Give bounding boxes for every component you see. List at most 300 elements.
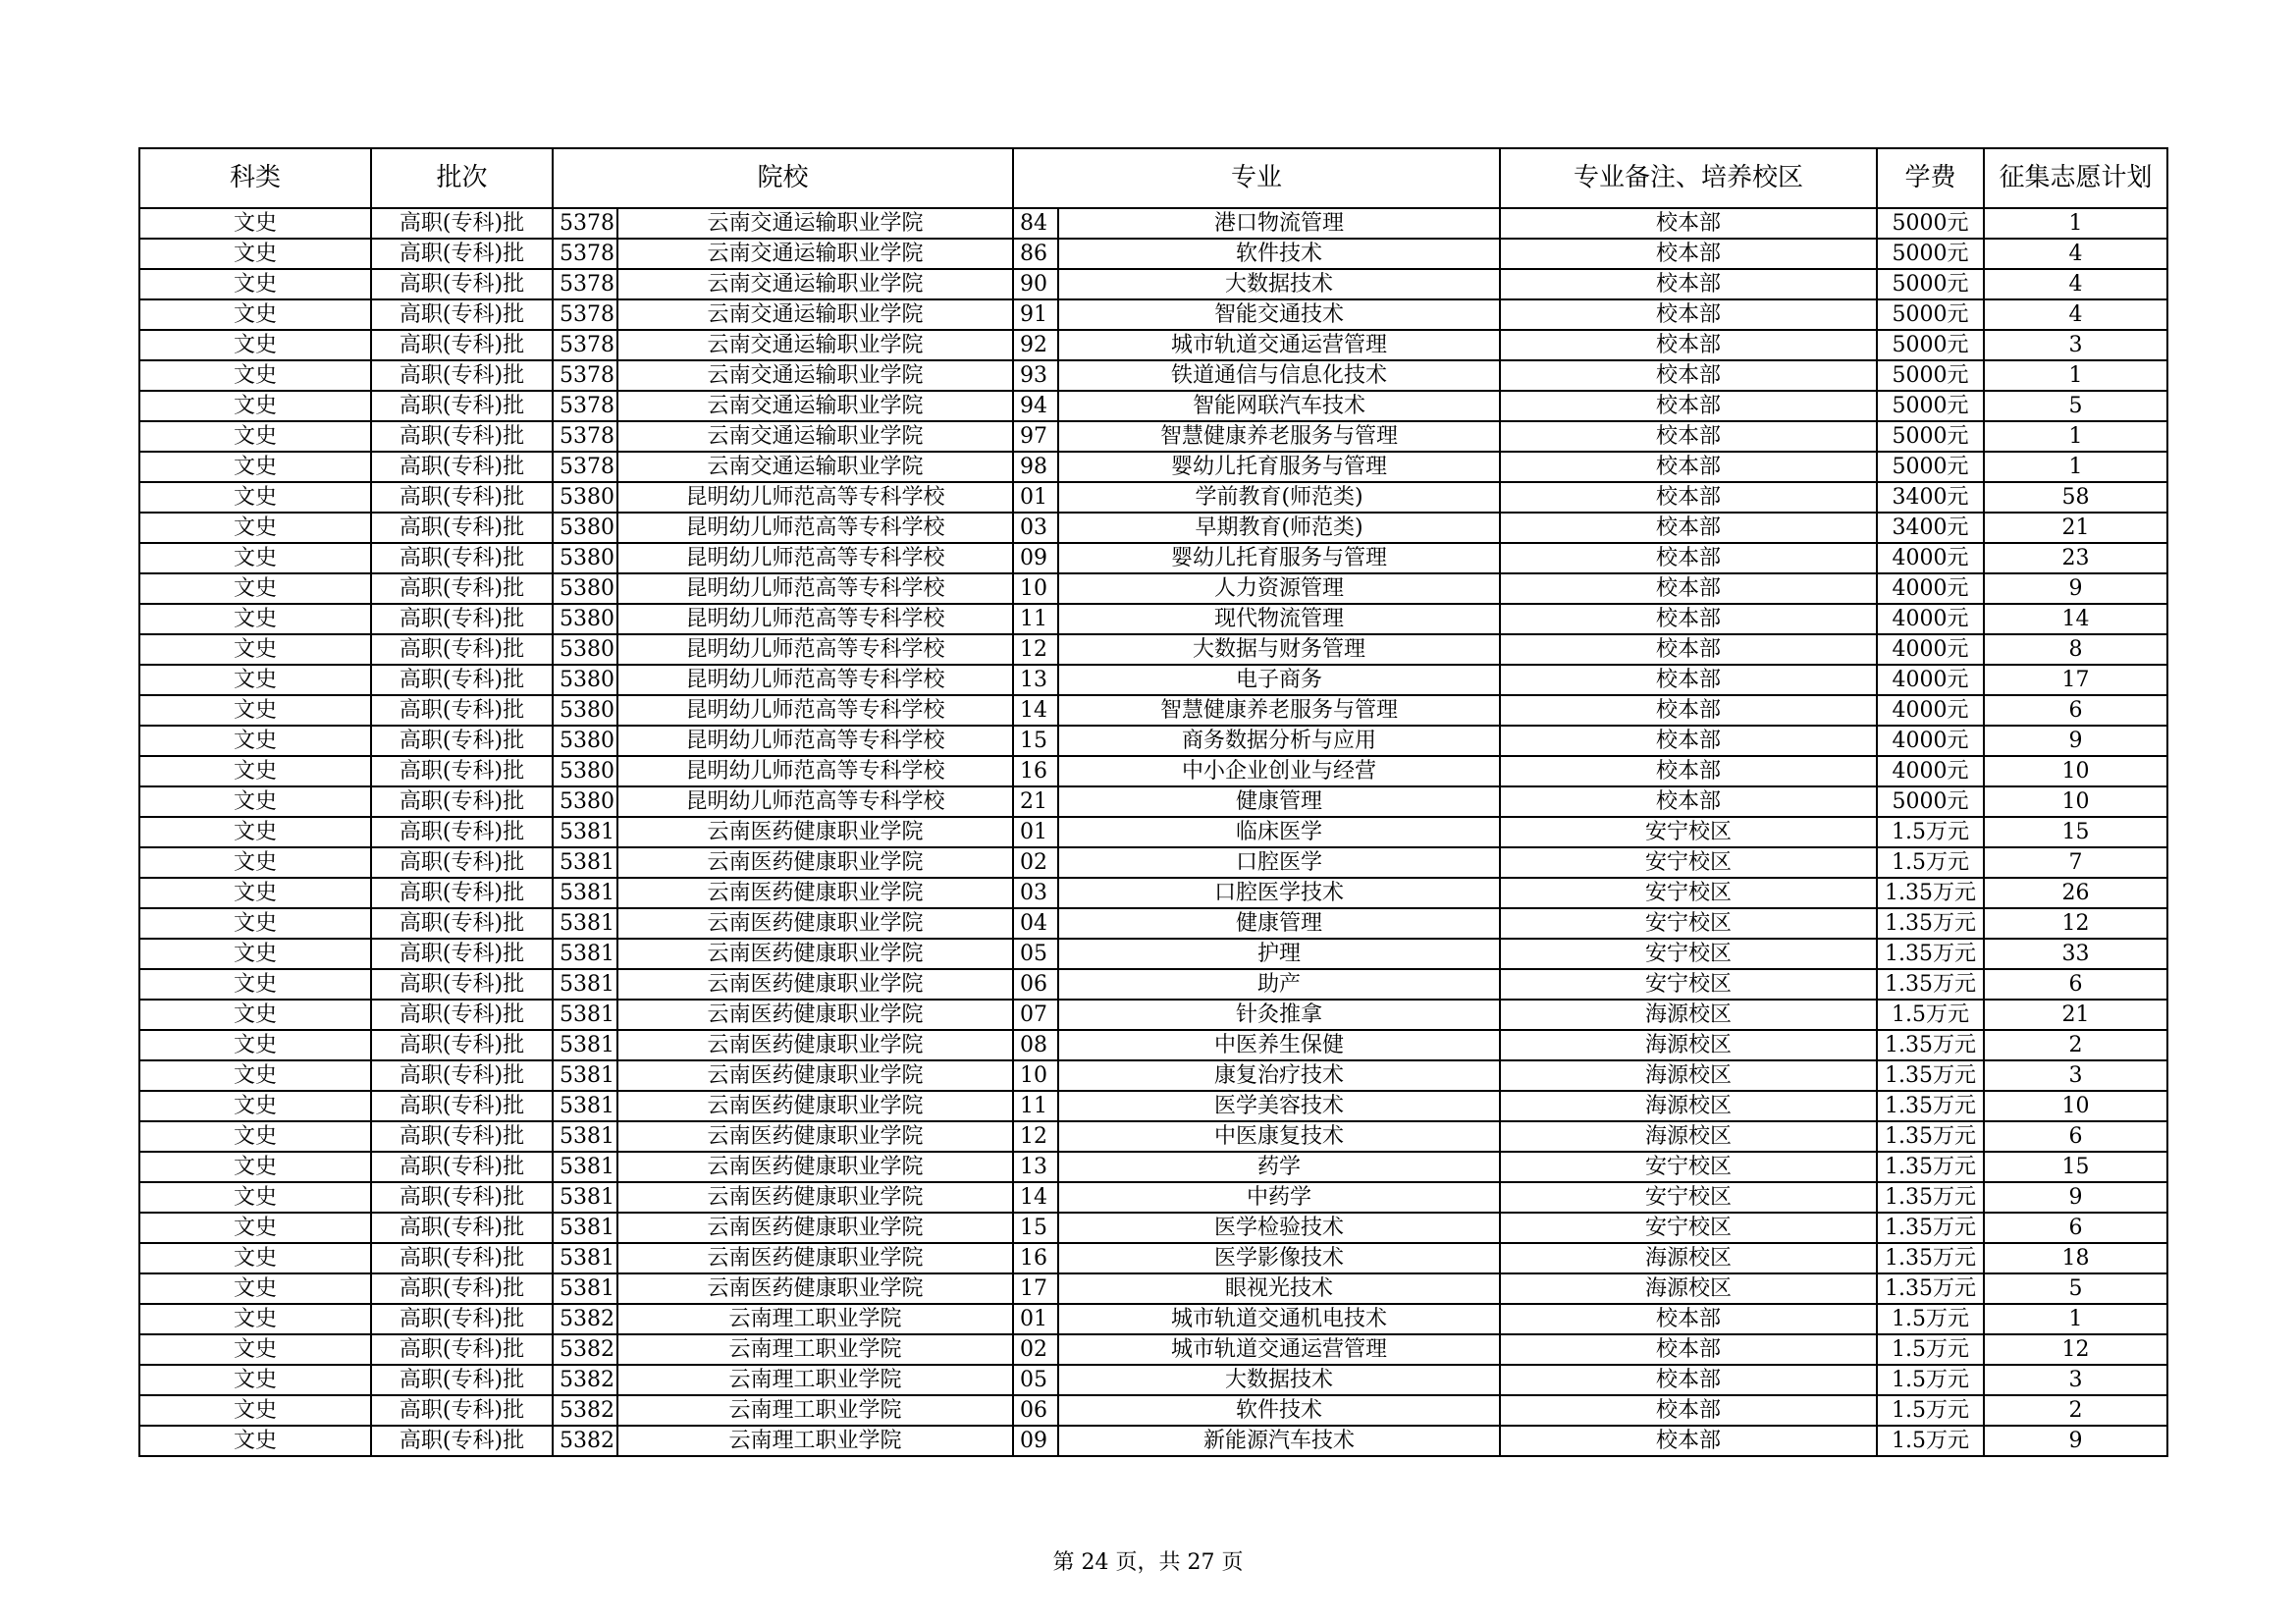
school-code-cell: 5381 [553,878,617,908]
school-code-cell: 5378 [553,299,617,330]
major-code-cell: 10 [1013,573,1058,604]
school-code-cell: 5378 [553,452,617,482]
table-row [139,1395,2167,1426]
school-name-cell: 云南交通运输职业学院 [617,421,1013,452]
major-code-cell: 92 [1013,330,1058,360]
fee-cell: 1.5万元 [1877,817,1984,847]
school-code-cell: 5381 [553,969,617,1000]
category-cell: 文史 [139,1182,371,1213]
school-name-cell: 昆明幼儿师范高等专科学校 [617,604,1013,634]
batch-cell: 高职(专科)批 [371,269,553,299]
school-code-cell: 5378 [553,421,617,452]
batch-cell: 高职(专科)批 [371,1426,553,1456]
table-row [139,269,2167,299]
fee-cell: 1.5万元 [1877,1334,1984,1365]
fee-cell: 4000元 [1877,756,1984,786]
plan-cell: 3 [1984,1365,2167,1395]
plan-cell: 18 [1984,1243,2167,1273]
notes-cell: 校本部 [1500,421,1877,452]
batch-cell: 高职(专科)批 [371,239,553,269]
category-cell: 文史 [139,1395,371,1426]
category-cell: 文史 [139,1213,371,1243]
table-row [139,1152,2167,1182]
category-cell: 文史 [139,208,371,239]
header-plan: 征集志愿计划 [1984,148,2167,208]
table-row [139,969,2167,1000]
school-code-cell: 5381 [553,1182,617,1213]
plan-cell: 9 [1984,573,2167,604]
major-name-cell: 健康管理 [1058,908,1500,939]
table-row [139,1304,2167,1334]
batch-cell: 高职(专科)批 [371,847,553,878]
batch-cell: 高职(专科)批 [371,452,553,482]
notes-cell: 安宁校区 [1500,1182,1877,1213]
notes-cell: 校本部 [1500,726,1877,756]
notes-cell: 校本部 [1500,330,1877,360]
school-code-cell: 5380 [553,786,617,817]
school-name-cell: 云南医药健康职业学院 [617,908,1013,939]
major-name-cell: 学前教育(师范类) [1058,482,1500,513]
fee-cell: 5000元 [1877,391,1984,421]
school-name-cell: 昆明幼儿师范高等专科学校 [617,665,1013,695]
category-cell: 文史 [139,391,371,421]
category-cell: 文史 [139,969,371,1000]
school-code-cell: 5381 [553,1060,617,1091]
school-name-cell: 云南医药健康职业学院 [617,817,1013,847]
category-cell: 文史 [139,847,371,878]
table-row [139,634,2167,665]
batch-cell: 高职(专科)批 [371,208,553,239]
school-code-cell: 5382 [553,1426,617,1456]
plan-cell: 21 [1984,513,2167,543]
major-code-cell: 02 [1013,1334,1058,1365]
major-code-cell: 86 [1013,239,1058,269]
school-name-cell: 昆明幼儿师范高等专科学校 [617,634,1013,665]
major-name-cell: 电子商务 [1058,665,1500,695]
school-code-cell: 5380 [553,756,617,786]
major-code-cell: 03 [1013,513,1058,543]
school-name-cell: 云南医药健康职业学院 [617,1060,1013,1091]
category-cell: 文史 [139,1334,371,1365]
school-name-cell: 云南医药健康职业学院 [617,1243,1013,1273]
major-code-cell: 04 [1013,908,1058,939]
category-cell: 文史 [139,269,371,299]
major-code-cell: 14 [1013,695,1058,726]
category-cell: 文史 [139,1243,371,1273]
major-name-cell: 医学影像技术 [1058,1243,1500,1273]
table-row [139,360,2167,391]
category-cell: 文史 [139,1091,371,1121]
plan-cell: 15 [1984,817,2167,847]
table-row [139,421,2167,452]
school-name-cell: 云南医药健康职业学院 [617,878,1013,908]
school-name-cell: 云南交通运输职业学院 [617,452,1013,482]
major-code-cell: 90 [1013,269,1058,299]
school-code-cell: 5382 [553,1334,617,1365]
notes-cell: 校本部 [1500,513,1877,543]
plan-cell: 10 [1984,1091,2167,1121]
school-name-cell: 云南交通运输职业学院 [617,299,1013,330]
table-row [139,1060,2167,1091]
school-code-cell: 5381 [553,1213,617,1243]
fee-cell: 4000元 [1877,665,1984,695]
batch-cell: 高职(专科)批 [371,1000,553,1030]
batch-cell: 高职(专科)批 [371,391,553,421]
school-name-cell: 云南医药健康职业学院 [617,1152,1013,1182]
category-cell: 文史 [139,482,371,513]
major-name-cell: 口腔医学 [1058,847,1500,878]
school-name-cell: 云南医药健康职业学院 [617,1030,1013,1060]
plan-cell: 7 [1984,847,2167,878]
notes-cell: 海源校区 [1500,1091,1877,1121]
table-row [139,1000,2167,1030]
notes-cell: 海源校区 [1500,1060,1877,1091]
major-code-cell: 12 [1013,634,1058,665]
school-name-cell: 昆明幼儿师范高等专科学校 [617,543,1013,573]
major-code-cell: 01 [1013,1304,1058,1334]
fee-cell: 1.35万元 [1877,908,1984,939]
fee-cell: 1.35万元 [1877,1243,1984,1273]
school-name-cell: 昆明幼儿师范高等专科学校 [617,573,1013,604]
school-code-cell: 5381 [553,1091,617,1121]
batch-cell: 高职(专科)批 [371,513,553,543]
plan-cell: 1 [1984,421,2167,452]
major-code-cell: 01 [1013,817,1058,847]
notes-cell: 校本部 [1500,634,1877,665]
school-code-cell: 5378 [553,208,617,239]
plan-cell: 2 [1984,1030,2167,1060]
notes-cell: 校本部 [1500,1395,1877,1426]
fee-cell: 4000元 [1877,573,1984,604]
header-fee: 学费 [1877,148,1984,208]
school-name-cell: 云南医药健康职业学院 [617,1091,1013,1121]
fee-cell: 5000元 [1877,208,1984,239]
notes-cell: 安宁校区 [1500,908,1877,939]
batch-cell: 高职(专科)批 [371,665,553,695]
notes-cell: 校本部 [1500,452,1877,482]
major-name-cell: 大数据与财务管理 [1058,634,1500,665]
plan-cell: 4 [1984,239,2167,269]
major-code-cell: 09 [1013,543,1058,573]
table-row [139,908,2167,939]
school-code-cell: 5380 [553,543,617,573]
batch-cell: 高职(专科)批 [371,1060,553,1091]
school-name-cell: 云南交通运输职业学院 [617,391,1013,421]
major-code-cell: 06 [1013,1395,1058,1426]
major-name-cell: 眼视光技术 [1058,1273,1500,1304]
school-code-cell: 5380 [553,665,617,695]
school-name-cell: 云南医药健康职业学院 [617,1273,1013,1304]
batch-cell: 高职(专科)批 [371,1213,553,1243]
table-row [139,1213,2167,1243]
batch-cell: 高职(专科)批 [371,939,553,969]
major-name-cell: 口腔医学技术 [1058,878,1500,908]
header-notes: 专业备注、培养校区 [1500,148,1877,208]
major-name-cell: 中小企业创业与经营 [1058,756,1500,786]
table-row [139,299,2167,330]
fee-cell: 1.35万元 [1877,1213,1984,1243]
school-name-cell: 云南医药健康职业学院 [617,847,1013,878]
school-name-cell: 昆明幼儿师范高等专科学校 [617,726,1013,756]
major-code-cell: 13 [1013,1152,1058,1182]
school-code-cell: 5378 [553,360,617,391]
school-code-cell: 5381 [553,908,617,939]
category-cell: 文史 [139,1426,371,1456]
category-cell: 文史 [139,1152,371,1182]
notes-cell: 校本部 [1500,391,1877,421]
school-name-cell: 云南医药健康职业学院 [617,939,1013,969]
batch-cell: 高职(专科)批 [371,299,553,330]
major-name-cell: 铁道通信与信息化技术 [1058,360,1500,391]
plan-cell: 14 [1984,604,2167,634]
batch-cell: 高职(专科)批 [371,1334,553,1365]
category-cell: 文史 [139,665,371,695]
school-name-cell: 云南医药健康职业学院 [617,969,1013,1000]
header-major: 专业 [1013,148,1500,208]
school-code-cell: 5380 [553,634,617,665]
major-name-cell: 港口物流管理 [1058,208,1500,239]
plan-cell: 21 [1984,1000,2167,1030]
major-name-cell: 智能交通技术 [1058,299,1500,330]
category-cell: 文史 [139,604,371,634]
school-code-cell: 5381 [553,1030,617,1060]
fee-cell: 1.5万元 [1877,1000,1984,1030]
category-cell: 文史 [139,1060,371,1091]
school-code-cell: 5378 [553,391,617,421]
major-code-cell: 09 [1013,1426,1058,1456]
fee-cell: 3400元 [1877,513,1984,543]
fee-cell: 5000元 [1877,786,1984,817]
school-code-cell: 5381 [553,817,617,847]
notes-cell: 校本部 [1500,573,1877,604]
batch-cell: 高职(专科)批 [371,726,553,756]
plan-cell: 17 [1984,665,2167,695]
school-name-cell: 昆明幼儿师范高等专科学校 [617,482,1013,513]
table-row [139,878,2167,908]
school-code-cell: 5381 [553,939,617,969]
table-row [139,786,2167,817]
fee-cell: 4000元 [1877,604,1984,634]
plan-cell: 6 [1984,969,2167,1000]
plan-cell: 5 [1984,1273,2167,1304]
major-name-cell: 医学美容技术 [1058,1091,1500,1121]
category-cell: 文史 [139,695,371,726]
category-cell: 文史 [139,786,371,817]
major-code-cell: 91 [1013,299,1058,330]
school-name-cell: 云南交通运输职业学院 [617,239,1013,269]
major-code-cell: 11 [1013,1091,1058,1121]
batch-cell: 高职(专科)批 [371,1030,553,1060]
fee-cell: 4000元 [1877,543,1984,573]
major-code-cell: 05 [1013,939,1058,969]
major-name-cell: 大数据技术 [1058,1365,1500,1395]
plan-cell: 58 [1984,482,2167,513]
major-name-cell: 早期教育(师范类) [1058,513,1500,543]
major-name-cell: 城市轨道交通运营管理 [1058,1334,1500,1365]
category-cell: 文史 [139,421,371,452]
batch-cell: 高职(专科)批 [371,786,553,817]
notes-cell: 校本部 [1500,269,1877,299]
plan-cell: 4 [1984,299,2167,330]
batch-cell: 高职(专科)批 [371,330,553,360]
notes-cell: 安宁校区 [1500,969,1877,1000]
notes-cell: 安宁校区 [1500,817,1877,847]
plan-cell: 5 [1984,391,2167,421]
school-name-cell: 昆明幼儿师范高等专科学校 [617,756,1013,786]
table-row [139,756,2167,786]
table-row [139,847,2167,878]
fee-cell: 4000元 [1877,726,1984,756]
notes-cell: 安宁校区 [1500,878,1877,908]
notes-cell: 安宁校区 [1500,939,1877,969]
notes-cell: 校本部 [1500,756,1877,786]
major-code-cell: 94 [1013,391,1058,421]
header-batch: 批次 [371,148,553,208]
plan-cell: 6 [1984,1213,2167,1243]
batch-cell: 高职(专科)批 [371,573,553,604]
major-code-cell: 05 [1013,1365,1058,1395]
notes-cell: 校本部 [1500,1334,1877,1365]
table-row [139,573,2167,604]
table-row [139,208,2167,239]
notes-cell: 校本部 [1500,239,1877,269]
batch-cell: 高职(专科)批 [371,1365,553,1395]
plan-cell: 1 [1984,360,2167,391]
category-cell: 文史 [139,543,371,573]
major-name-cell: 婴幼儿托育服务与管理 [1058,452,1500,482]
batch-cell: 高职(专科)批 [371,969,553,1000]
school-name-cell: 云南交通运输职业学院 [617,330,1013,360]
school-code-cell: 5380 [553,573,617,604]
major-name-cell: 智慧健康养老服务与管理 [1058,421,1500,452]
notes-cell: 安宁校区 [1500,1213,1877,1243]
batch-cell: 高职(专科)批 [371,1304,553,1334]
fee-cell: 1.35万元 [1877,1060,1984,1091]
fee-cell: 5000元 [1877,269,1984,299]
table-row [139,665,2167,695]
batch-cell: 高职(专科)批 [371,695,553,726]
fee-cell: 4000元 [1877,634,1984,665]
school-code-cell: 5382 [553,1304,617,1334]
category-cell: 文史 [139,1365,371,1395]
school-code-cell: 5381 [553,1243,617,1273]
category-cell: 文史 [139,1000,371,1030]
category-cell: 文史 [139,299,371,330]
major-name-cell: 临床医学 [1058,817,1500,847]
plan-cell: 10 [1984,756,2167,786]
school-name-cell: 昆明幼儿师范高等专科学校 [617,513,1013,543]
school-name-cell: 云南理工职业学院 [617,1304,1013,1334]
school-code-cell: 5381 [553,847,617,878]
school-name-cell: 昆明幼儿师范高等专科学校 [617,786,1013,817]
major-code-cell: 98 [1013,452,1058,482]
category-cell: 文史 [139,330,371,360]
major-name-cell: 现代物流管理 [1058,604,1500,634]
fee-cell: 5000元 [1877,421,1984,452]
major-code-cell: 16 [1013,1243,1058,1273]
school-name-cell: 云南交通运输职业学院 [617,269,1013,299]
plan-cell: 2 [1984,1395,2167,1426]
school-code-cell: 5378 [553,269,617,299]
major-name-cell: 康复治疗技术 [1058,1060,1500,1091]
notes-cell: 安宁校区 [1500,847,1877,878]
major-code-cell: 17 [1013,1273,1058,1304]
school-name-cell: 云南医药健康职业学院 [617,1213,1013,1243]
plan-cell: 4 [1984,269,2167,299]
batch-cell: 高职(专科)批 [371,360,553,391]
fee-cell: 1.35万元 [1877,1152,1984,1182]
batch-cell: 高职(专科)批 [371,1152,553,1182]
fee-cell: 1.5万元 [1877,1426,1984,1456]
major-name-cell: 婴幼儿托育服务与管理 [1058,543,1500,573]
school-name-cell: 云南医药健康职业学院 [617,1121,1013,1152]
fee-cell: 1.35万元 [1877,878,1984,908]
batch-cell: 高职(专科)批 [371,756,553,786]
fee-cell: 1.5万元 [1877,1304,1984,1334]
major-name-cell: 护理 [1058,939,1500,969]
notes-cell: 校本部 [1500,604,1877,634]
table-row [139,1426,2167,1456]
plan-cell: 10 [1984,786,2167,817]
school-code-cell: 5378 [553,239,617,269]
fee-cell: 3400元 [1877,482,1984,513]
major-code-cell: 02 [1013,847,1058,878]
header-category: 科类 [139,148,371,208]
school-name-cell: 云南交通运输职业学院 [617,208,1013,239]
table-row [139,543,2167,573]
batch-cell: 高职(专科)批 [371,1243,553,1273]
plan-cell: 9 [1984,726,2167,756]
fee-cell: 5000元 [1877,330,1984,360]
major-name-cell: 中医康复技术 [1058,1121,1500,1152]
plan-cell: 9 [1984,1426,2167,1456]
school-code-cell: 5381 [553,1273,617,1304]
batch-cell: 高职(专科)批 [371,1273,553,1304]
major-name-cell: 新能源汽车技术 [1058,1426,1500,1456]
table-row [139,604,2167,634]
notes-cell: 海源校区 [1500,1121,1877,1152]
plan-cell: 12 [1984,1334,2167,1365]
category-cell: 文史 [139,634,371,665]
major-name-cell: 中医养生保健 [1058,1030,1500,1060]
category-cell: 文史 [139,573,371,604]
fee-cell: 5000元 [1877,360,1984,391]
major-code-cell: 15 [1013,1213,1058,1243]
major-name-cell: 药学 [1058,1152,1500,1182]
major-name-cell: 大数据技术 [1058,269,1500,299]
major-name-cell: 智慧健康养老服务与管理 [1058,695,1500,726]
category-cell: 文史 [139,908,371,939]
fee-cell: 1.35万元 [1877,1030,1984,1060]
major-code-cell: 10 [1013,1060,1058,1091]
notes-cell: 校本部 [1500,695,1877,726]
fee-cell: 1.35万元 [1877,939,1984,969]
major-name-cell: 人力资源管理 [1058,573,1500,604]
plan-cell: 1 [1984,208,2167,239]
header-school: 院校 [553,148,1013,208]
admissions-table [138,147,2168,1457]
category-cell: 文史 [139,726,371,756]
school-name-cell: 云南医药健康职业学院 [617,1000,1013,1030]
major-code-cell: 06 [1013,969,1058,1000]
notes-cell: 海源校区 [1500,1273,1877,1304]
major-code-cell: 21 [1013,786,1058,817]
major-code-cell: 11 [1013,604,1058,634]
major-name-cell: 城市轨道交通机电技术 [1058,1304,1500,1334]
school-name-cell: 云南理工职业学院 [617,1426,1013,1456]
notes-cell: 安宁校区 [1500,1152,1877,1182]
major-name-cell: 城市轨道交通运营管理 [1058,330,1500,360]
